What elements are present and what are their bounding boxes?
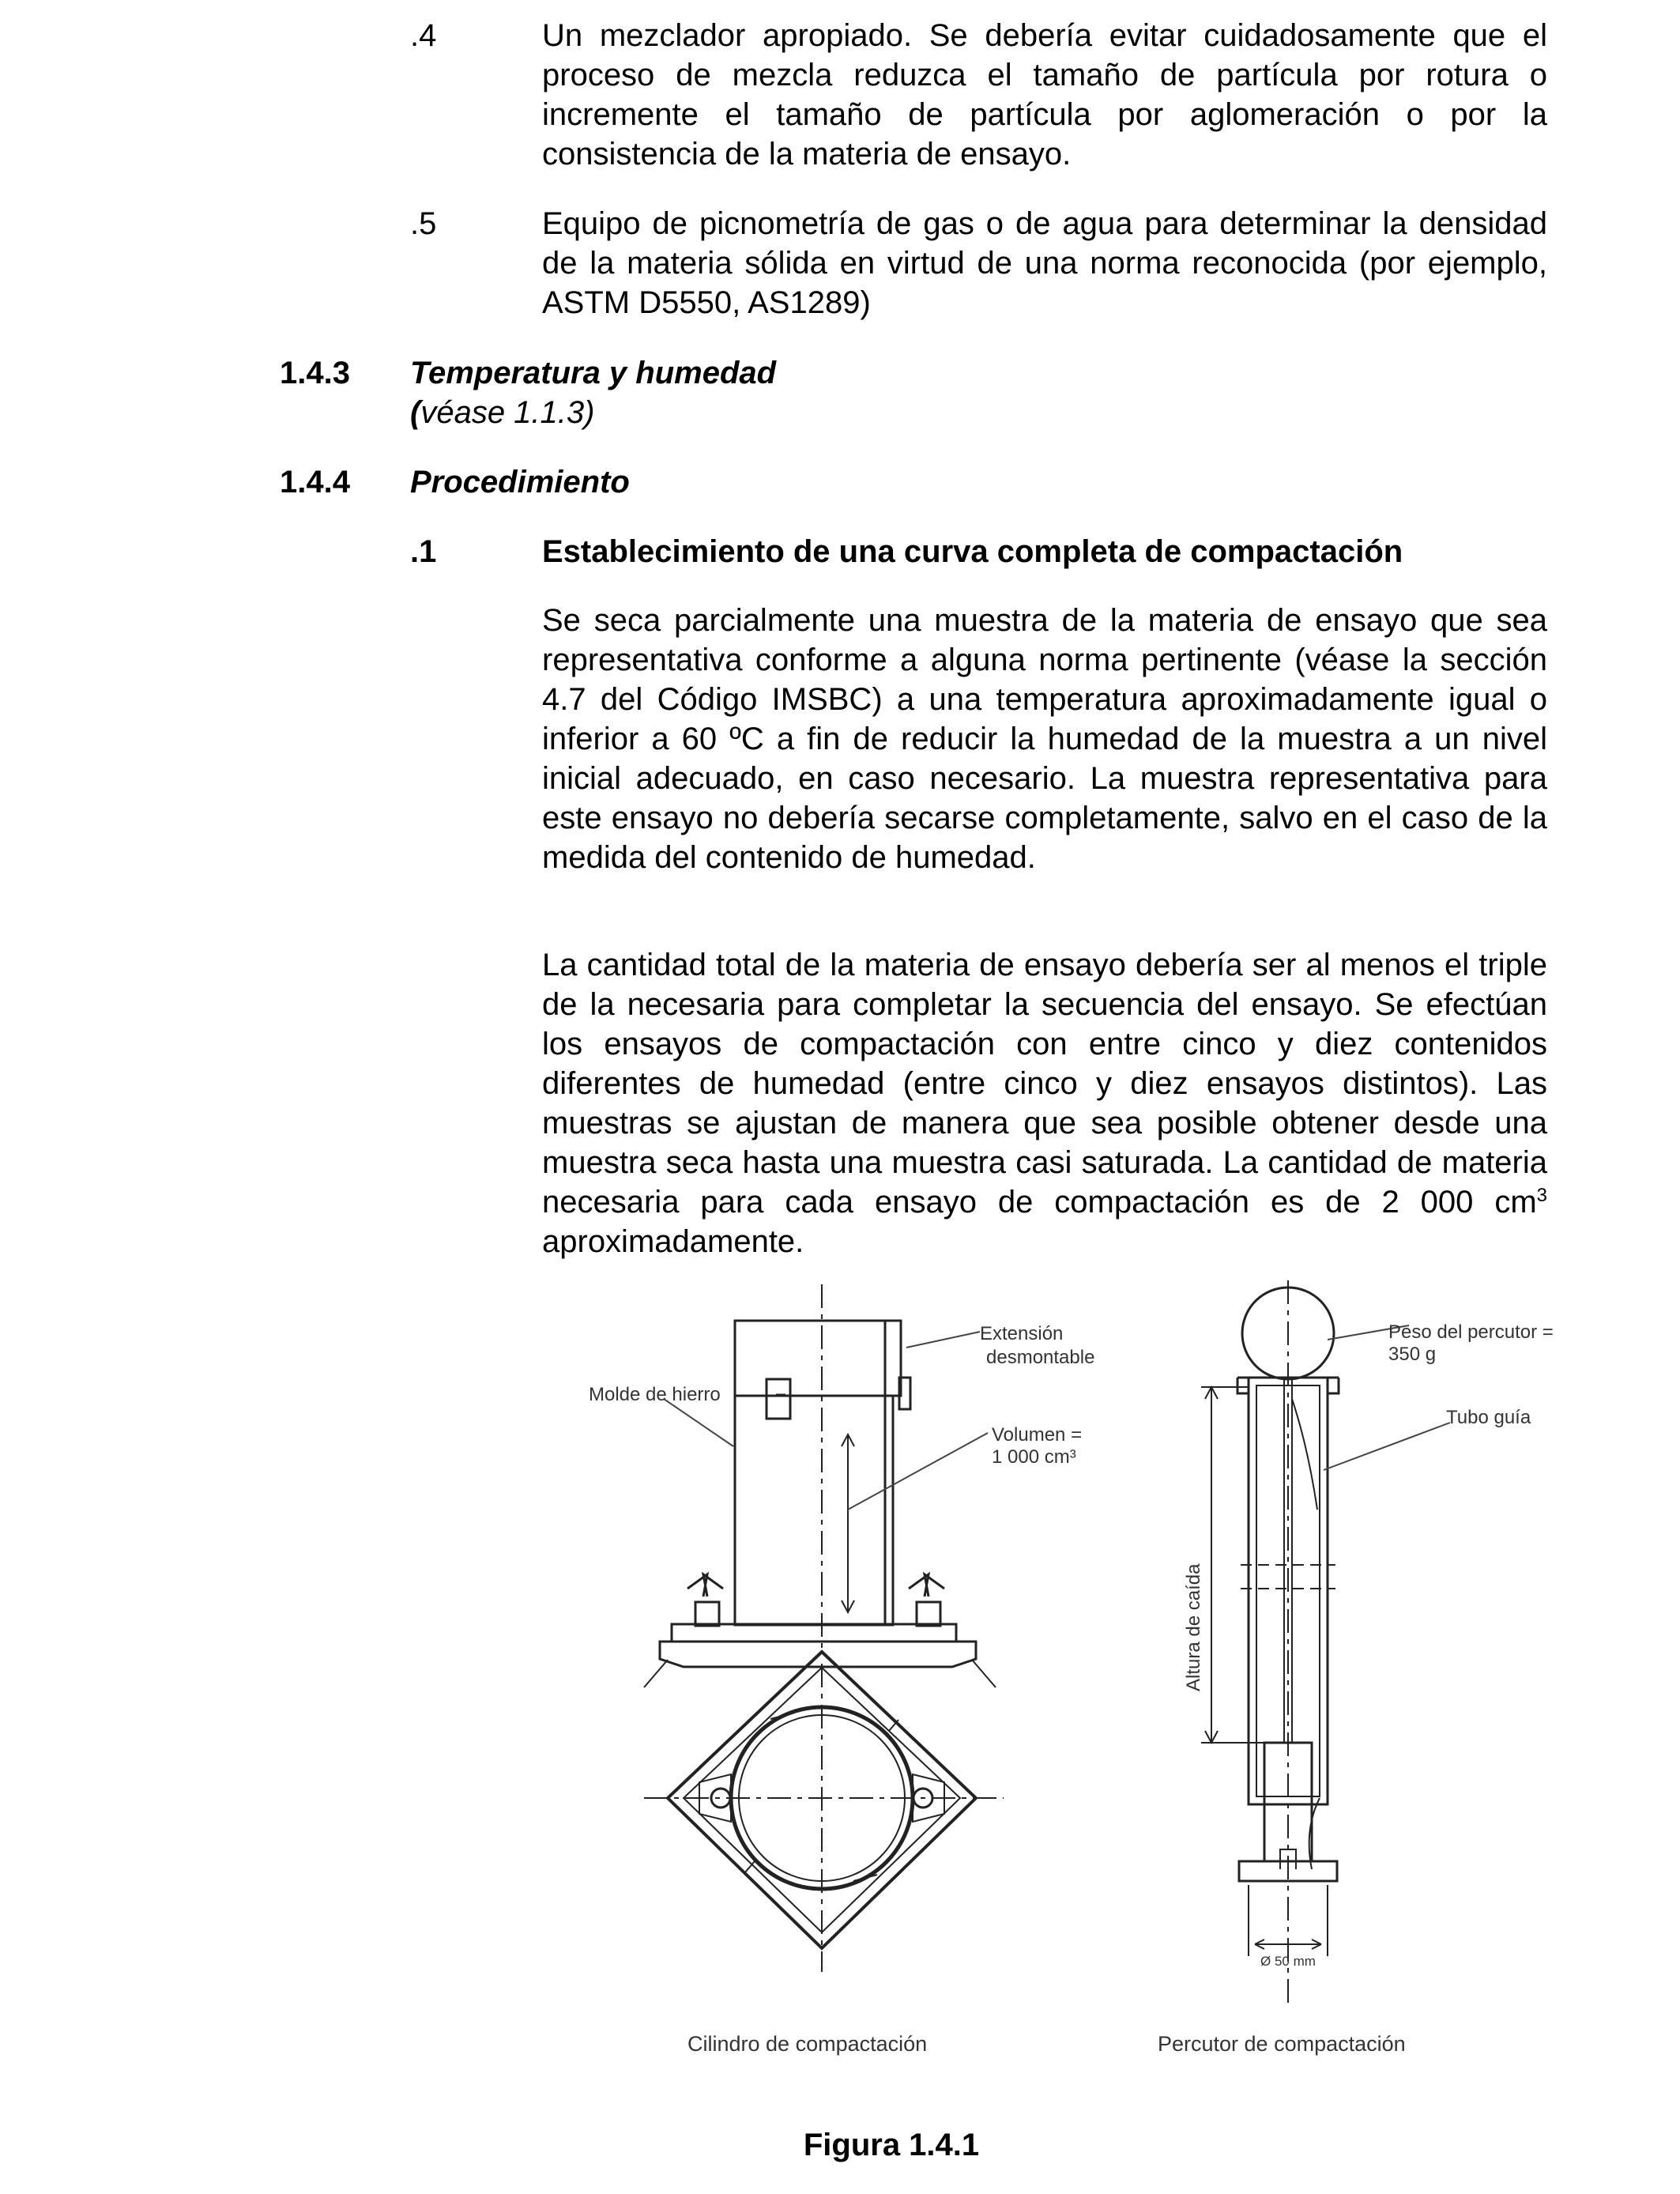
subsection-title: Establecimiento de una curva completa de compactación xyxy=(542,534,1403,569)
cylinder-caption: Cilindro de compactación xyxy=(687,2032,928,2056)
item-number-5: .5 xyxy=(410,206,437,241)
volume-label-line1: Volumen = xyxy=(992,1424,1083,1446)
paragraph-2-sup: 3 xyxy=(1536,1185,1547,1206)
ref-text: véase 1.1.3) xyxy=(420,395,595,430)
weight-label-line1: Peso del percutor = xyxy=(1388,1321,1554,1343)
extension-label-line2: desmontable xyxy=(986,1347,1095,1368)
ref-paren: ( xyxy=(410,395,421,430)
section-title-143: Temperatura y humedad xyxy=(410,356,777,390)
drop-height-label: Altura de caída xyxy=(1183,1563,1204,1691)
rammer-caption: Percutor de compactación xyxy=(1158,2032,1406,2056)
mold-label: Molde de hierro xyxy=(589,1384,721,1405)
item-text-4: Un mezclador apropiado. Se debería evitar cuidadosamente que el proceso de mezcla reduzca el tamaño de partícula por rotura o incremente el tamaño de partícula por aglomeración o por la consistencia de la materia de ensayo. xyxy=(542,18,1547,172)
volume-label-line2: 1 000 cm³ xyxy=(992,1446,1076,1468)
paragraph-2-end: aproximadamente. xyxy=(542,1224,804,1259)
section-ref-143 xyxy=(410,393,594,432)
section-title-144: Procedimiento xyxy=(410,465,630,499)
weight-label-line2: 350 g xyxy=(1388,1344,1437,1365)
figure-caption: Figura 1.4.1 xyxy=(803,2128,980,2162)
compaction-rammer-drawing xyxy=(1201,1280,1339,2004)
section-number-144: 1.4.4 xyxy=(280,465,350,499)
paragraph-1: Se seca parcialmente una muestra de la materia de ensayo que sea representativa conforme a alguna norma pertinente (véase la sección 4.7 del Código IMSBC) a una temperatura aproximadamente igual o inferior a 60 ºC a fin de reducir la humedad de la muestra a un nivel inicial adecuado, en caso necesario. La muestra representativa para este ensayo no debería secarse completamente, salvo en el caso de la medida del contenido de humedad. xyxy=(542,603,1547,875)
item-number-4: .4 xyxy=(410,18,437,53)
section-number-143: 1.4.3 xyxy=(280,356,350,390)
item-text-5: Equipo de picnometría de gas o de agua para determinar la densidad de la materia sólida en virtud de una norma reconocida (por ejemplo, ASTM D5550, AS1289) xyxy=(542,206,1547,320)
compaction-apparatus-figure xyxy=(569,1276,1580,2067)
subsection-number: .1 xyxy=(410,534,437,569)
extension-label-line1: Extensión xyxy=(980,1323,1064,1344)
tube-label: Tubo guía xyxy=(1446,1407,1531,1428)
paragraph-2 xyxy=(542,945,1547,1261)
paragraph-2-main: La cantidad total de la materia de ensayo debería ser al menos el triple de la necesaria para completar la secuencia del ensayo. Se efectúan los ensayos de compactación con entre cinco y diez contenidos diferentes de humedad (entre cinco y diez ensayos distintos). Las muestras se ajustan de manera que sea posible obtener desde una muestra seca hasta una muestra casi saturada. La cantidad de materia necesaria para cada ensayo de compactación es de 2 000 cm xyxy=(542,948,1547,1220)
diameter-label: Ø 50 mm xyxy=(1260,1954,1316,1969)
